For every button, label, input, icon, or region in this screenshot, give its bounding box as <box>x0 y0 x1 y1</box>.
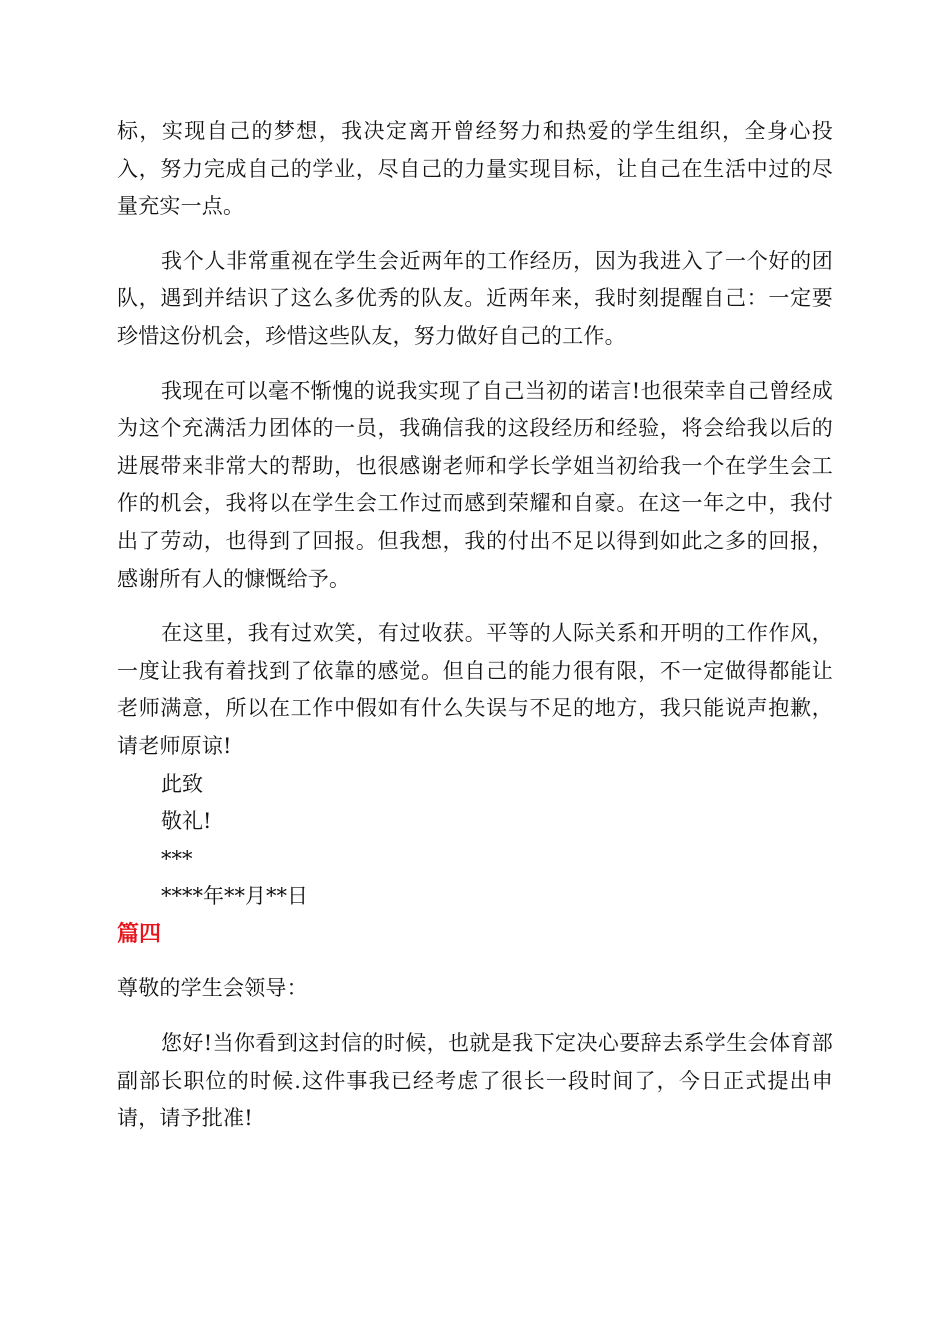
closing-cizhi: 此致 <box>161 771 203 796</box>
paragraph-promise: 我现在可以毫不惭愧的说我实现了自己当初的诺言!也很荣幸自己曾经成为这个充满活力团体的一员，我确信我的这段经历和经验，将会给我以后的进展带来非常大的帮助，也很感谢老师和学长学姐当初给我一个在学生会工作的机会，我将以在学生会工作过而感到荣耀和自豪。在这一年之中，我付出了劳动，也得到了回报。但我想，我的付出不足以得到如此之多的回报，感谢所有人的慷慨给予。 <box>117 378 833 591</box>
closing-jingli: 敬礼! <box>161 809 212 834</box>
date-line: ****年**月**日 <box>161 884 308 909</box>
section-heading: 篇四 <box>117 921 162 947</box>
signature: *** <box>161 846 193 871</box>
paragraph-experience: 我个人非常重视在学生会近两年的工作经历，因为我进入了一个好的团队，遇到并结识了这么多优秀的队友。近两年来，我时刻提醒自己：一定要珍惜这份机会，珍惜这些队友，努力做好自己的工作。 <box>117 248 833 348</box>
paragraph-resignation: 您好!当你看到这封信的时候，也就是我下定决心要辞去系学生会体育部副部长职位的时候.这件事我已经考虑了很长一段时间了，今日正式提出申请，请予批准! <box>117 1031 833 1131</box>
paragraph-goal: 标，实现自己的梦想，我决定离开曾经努力和热爱的学生组织，全身心投入，努力完成自己的学业，尽自己的力量实现目标，让自己在生活中过的尽量充实一点。 <box>117 119 833 219</box>
document-page <box>117 113 833 1138</box>
salutation: 尊敬的学生会领导： <box>117 976 308 1001</box>
paragraph-gratitude: 在这里，我有过欢笑，有过收获。平等的人际关系和开明的工作作风，一度让我有着找到了依靠的感觉。但自己的能力很有限，不一定做得都能让老师满意，所以在工作中假如有什么失误与不足的地方，我只能说声抱歉，请老师原谅! <box>117 621 833 758</box>
